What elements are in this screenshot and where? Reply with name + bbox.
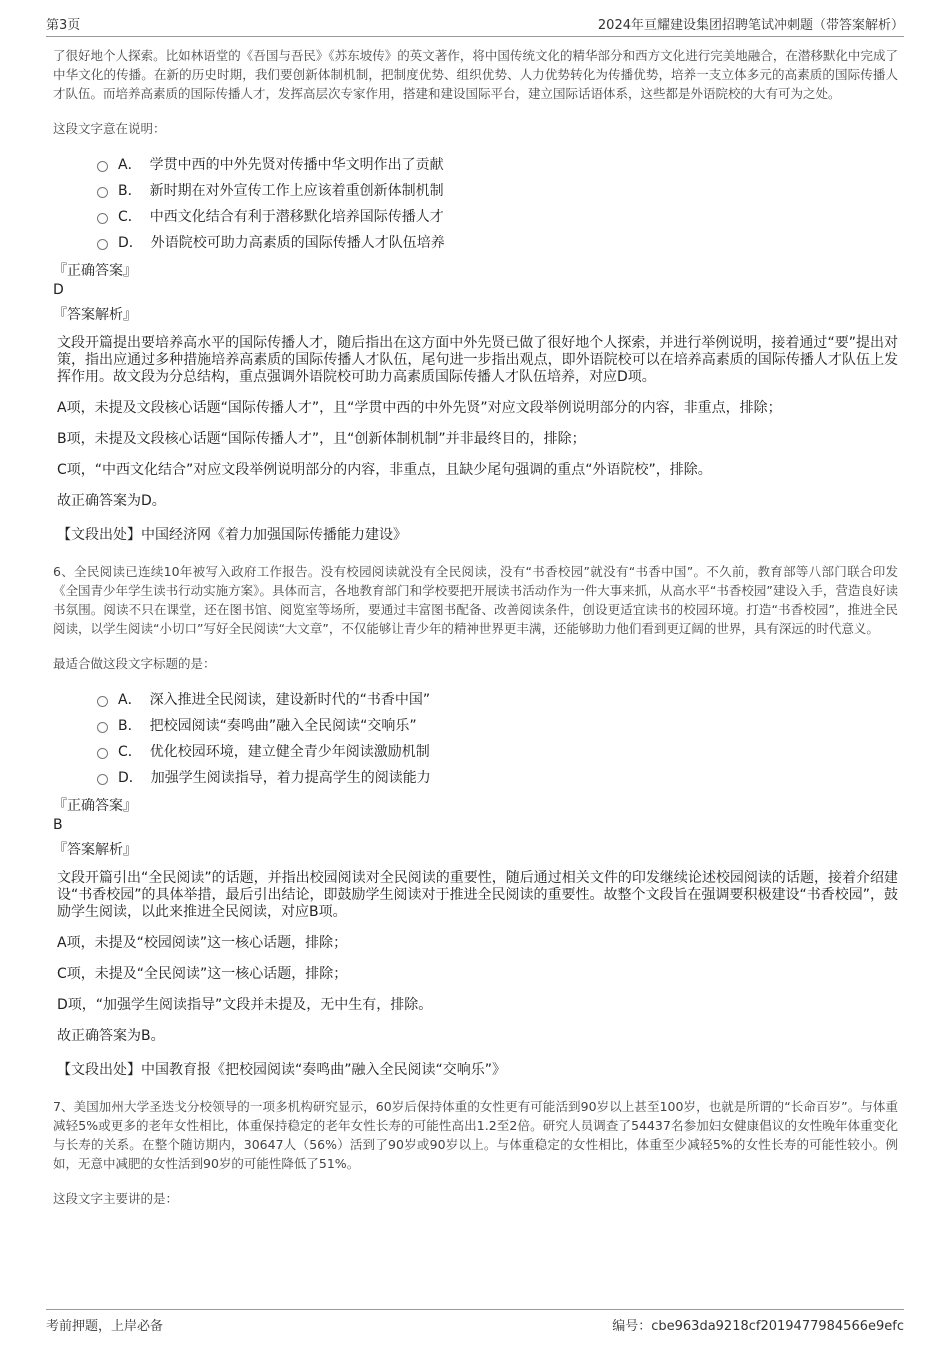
radio-icon[interactable] <box>97 748 108 759</box>
radio-icon[interactable] <box>97 722 108 733</box>
option-list <box>97 686 898 790</box>
option-text: 外语院校可助力高素质的国际传播人才队伍培养 <box>150 235 445 251</box>
analysis-paragraph: D项，“加强学生阅读指导”文段并未提及，无中生有，排除。 <box>57 997 433 1013</box>
correct-answer: B <box>53 817 63 833</box>
option-d[interactable]: D． 外语院校可助力高素质的国际传播人才队伍培养 <box>97 229 898 255</box>
document-id: 编号：cbe963da9218cf2019477984566e9efc <box>612 1319 904 1334</box>
page-content <box>53 46 898 1221</box>
option-d[interactable]: D． 加强学生阅读指导，着力提高学生的阅读能力 <box>97 764 898 790</box>
option-text: 深入推进全民阅读，建设新时代的“书香中国” <box>149 692 431 708</box>
footer-slogan: 考前押题，上岸必备 <box>46 1319 164 1334</box>
radio-icon[interactable] <box>97 696 108 707</box>
analysis-label: 『答案解析』 <box>53 307 137 323</box>
analysis-paragraph: 故正确答案为D。 <box>57 493 166 509</box>
page-header <box>46 8 904 37</box>
document-title: 2024年亘耀建设集团招聘笔试冲刺题（带答案解析） <box>597 18 904 33</box>
option-b[interactable]: B． 新时期在对外宣传工作上应该着重创新体制机制 <box>97 177 898 203</box>
page-number: 第3页 <box>46 18 81 33</box>
radio-icon[interactable] <box>97 213 108 224</box>
analysis-paragraph: 文段开篇提出要培养高水平的国际传播人才，随后指出在这方面中外先贤已做了很好地个人探索，并进行举例说明，接着通过“要”提出对策，指出应通过多种措施培养高素质的国际传播人才队伍，尾句进一步指出观点，即外语院校可以在培养高素质的国际传播人才队伍上发挥作用。故文段为分总结构，重点强调外语院校可助力高素质国际传播人才队伍培养，对应D项。 <box>57 335 898 385</box>
option-text: 加强学生阅读指导，着力提高学生的阅读能力 <box>150 770 431 786</box>
question-5 <box>53 46 898 544</box>
analysis-paragraph: B项，未提及文段核心话题“国际传播人才”，且“创新体制机制”并非最终目的，排除； <box>57 431 586 447</box>
option-text: 优化校园环境，建立健全青少年阅读激励机制 <box>149 744 430 760</box>
analysis-paragraph: A项，未提及文段核心话题“国际传播人才”，且“学贯中西的中外先贤”对应文段举例说明部分的内容，非重点，排除； <box>57 400 782 416</box>
radio-icon[interactable] <box>97 161 108 172</box>
analysis-paragraph: A项，未提及“校园阅读”这一核心话题，排除； <box>57 935 348 951</box>
option-text: 新时期在对外宣传工作上应该着重创新体制机制 <box>149 183 444 199</box>
passage-source: 【文段出处】中国教育报《把校园阅读“奏鸣曲”融入全民阅读“交响乐”》 <box>57 1062 507 1078</box>
question-7 <box>53 1097 898 1207</box>
option-text: 中西文化结合有利于潜移默化培养国际传播人才 <box>149 209 444 225</box>
question-6 <box>53 562 898 1079</box>
page-footer <box>46 1309 904 1336</box>
question-stem: 最适合做这段文字标题的是： <box>53 656 216 671</box>
option-c[interactable]: C． 中西文化结合有利于潜移默化培养国际传播人才 <box>97 203 898 229</box>
option-list <box>97 151 898 255</box>
analysis-paragraph: 文段开篇引出“全民阅读”的话题，并指出校园阅读对全民阅读的重要性，随后通过相关文件的印发继续论述校园阅读的话题，接着介绍建设“书香校园”的具体举措，最后引出结论，即鼓励学生阅读对于推进全民阅读的重要性。故整个文段旨在强调要积极建设“书香校园”，鼓励学生阅读，以此来推进全民阅读，对应B项。 <box>57 870 899 920</box>
analysis-label: 『答案解析』 <box>53 842 137 858</box>
answer-analysis <box>53 335 898 510</box>
analysis-paragraph: C项，“中西文化结合”对应文段举例说明部分的内容，非重点，且缺少尾句强调的重点“外语院校”，排除。 <box>57 462 712 478</box>
option-a[interactable]: A． 深入推进全民阅读，建设新时代的“书香中国” <box>97 686 898 712</box>
question-stem: 这段文字意在说明： <box>53 121 166 136</box>
analysis-paragraph: 故正确答案为B。 <box>57 1028 165 1044</box>
question-passage: 7、美国加州大学圣迭戈分校领导的一项多机构研究显示，60岁后保持体重的女性更有可能活到90岁以上甚至100岁，也就是所谓的“长命百岁”。与体重减轻5%或更多的老年女性相比，体重保持稳定的老年女性长寿的可能性高出1.2至2倍。研究人员调查了54437名参加妇女健康倡议的女性晚年体重变化与长寿的关系。在整个随访期内，30647人（56%）活到了90岁或90岁以上。与体重稳定的女性相比，体重至少减轻5%的女性长寿的可能性较小。例如，无意中减肥的女性活到90岁的可能性降低了51%。 <box>53 1099 898 1171</box>
correct-answer: D <box>53 282 64 298</box>
answer-label: 『正确答案』 <box>53 263 137 279</box>
passage-source: 【文段出处】中国经济网《着力加强国际传播能力建设》 <box>57 527 407 543</box>
radio-icon[interactable] <box>97 239 108 250</box>
radio-icon[interactable] <box>97 774 108 785</box>
answer-analysis <box>53 870 898 1045</box>
analysis-paragraph: C项，未提及“全民阅读”这一核心话题，排除； <box>57 966 348 982</box>
answer-label: 『正确答案』 <box>53 798 137 814</box>
option-text: 学贯中西的中外先贤对传播中华文明作出了贡献 <box>149 157 444 173</box>
option-a[interactable]: A． 学贯中西的中外先贤对传播中华文明作出了贡献 <box>97 151 898 177</box>
question-passage: 了很好地个人探索。比如林语堂的《吾国与吾民》《苏东坡传》的英文著作，将中国传统文化的精华部分和西方文化进行完美地融合，在潜移默化中完成了中华文化的传播。在新的历史时期，我们要创新体制机制，把制度优势、组织优势、人力优势转化为传播优势，培养一支立体多元的高素质的国际传播人才队伍。而培养高素质的国际传播人才，发挥高层次专家作用，搭建和建设国际平台，建立国际话语体系，这些都是外语院校的大有可为之处。 <box>53 48 898 101</box>
option-b[interactable]: B． 把校园阅读“奏鸣曲”融入全民阅读“交响乐” <box>97 712 898 738</box>
option-c[interactable]: C． 优化校园环境，建立健全青少年阅读激励机制 <box>97 738 898 764</box>
question-passage: 6、全民阅读已连续10年被写入政府工作报告。没有校园阅读就没有全民阅读，没有“书香校园”就没有“书香中国”。不久前，教育部等八部门联合印发《全国青少年学生读书行动实施方案》。具体而言，各地教育部门和学校要把开展读书活动作为一件大事来抓，从高水平“书香校园”建设入手，营造良好读书氛围。阅读不只在课堂，还在图书馆、阅览室等场所，要通过丰富图书配备、改善阅读条件，创设更适宜读书的校园环境。打造“书香校园”，推进全民阅读，以学生阅读“小切口”写好全民阅读“大文章”，不仅能够让青少年的精神世界更丰满，还能够助力他们看到更辽阔的世界，具有深远的时代意义。 <box>53 564 898 636</box>
question-stem: 这段文字主要讲的是： <box>53 1191 179 1206</box>
option-text: 把校园阅读“奏鸣曲”融入全民阅读“交响乐” <box>149 718 417 734</box>
radio-icon[interactable] <box>97 187 108 198</box>
